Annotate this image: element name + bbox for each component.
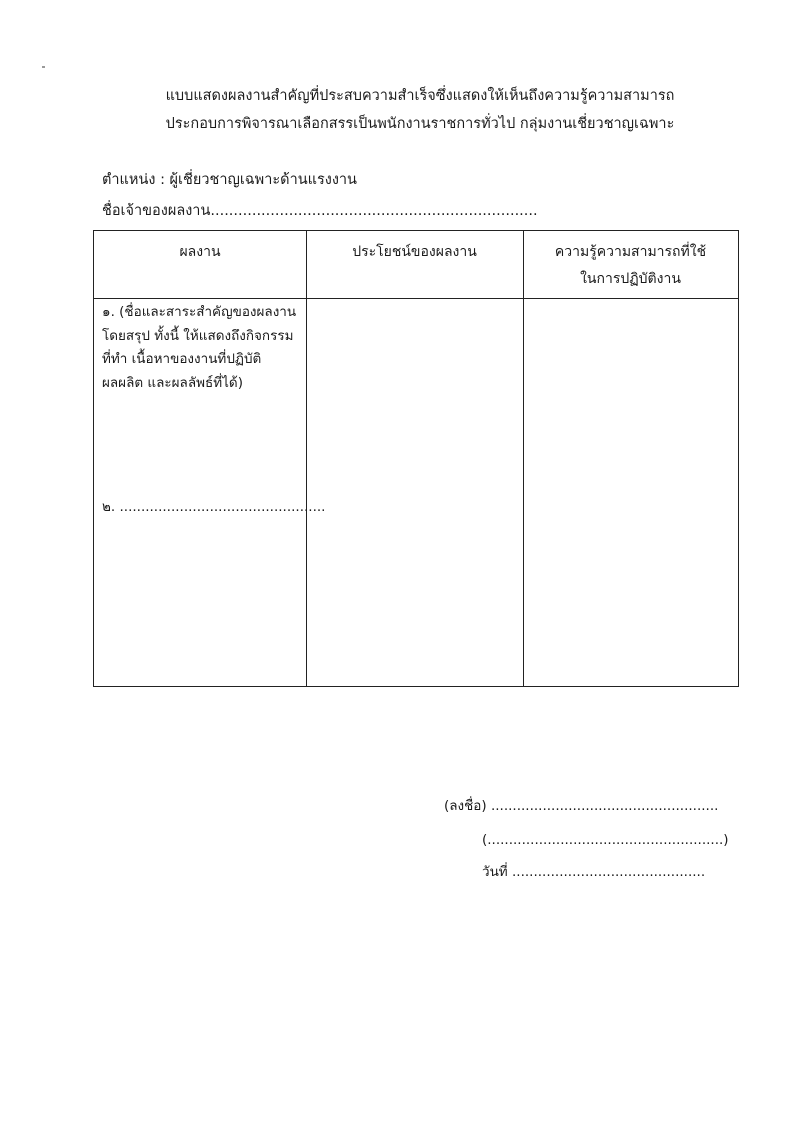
form-title-line-1: แบบแสดงผลงานสำคัญที่ประสบความสำเร็จซึ่งแสดงให้เห็นถึงความรู้ความสามารถ [165,88,675,104]
header-work: ผลงาน [179,244,221,260]
scan-speck [42,66,45,68]
form-title-line-2: ประกอบการพิจารณาเลือกสรรเป็นพนักงานราชการทั่วไป กลุ่มงานเชี่ยวชาญเฉพาะ [165,116,675,132]
signature-line[interactable]: (ลงชื่อ) ..................................................... [444,798,719,814]
knowledge-cell[interactable] [524,299,738,686]
work-item-2[interactable]: ๒. ................................................ [102,499,326,515]
achievement-table [93,230,739,687]
date-line[interactable]: วันที่ ............................................. [482,864,706,880]
printed-name-line[interactable]: (.......................................................) [482,832,729,848]
benefit-cell[interactable] [307,299,522,686]
owner-name-field[interactable]: ชื่อเจ้าของผลงาน....................................................................... [102,203,538,219]
header-knowledge: ความรู้ความสามารถที่ใช้ ในการปฏิบัติงาน [554,244,707,287]
position-field: ตำแหน่ง : ผู้เชี่ยวชาญเฉพาะด้านแรงงาน [102,172,357,188]
header-benefit: ประโยชน์ของผลงาน [352,244,477,260]
work-item-1[interactable]: ๑. (ชื่อและสาระสำคัญของผลงาน โดยสรุป ทั้งนี้ ให้แสดงถึงกิจกรรม ที่ทำ เนื้อหาของงานที่ปฏิบัติ ผลผลิต และผลลัพธ์ที่ได้) [102,304,297,391]
